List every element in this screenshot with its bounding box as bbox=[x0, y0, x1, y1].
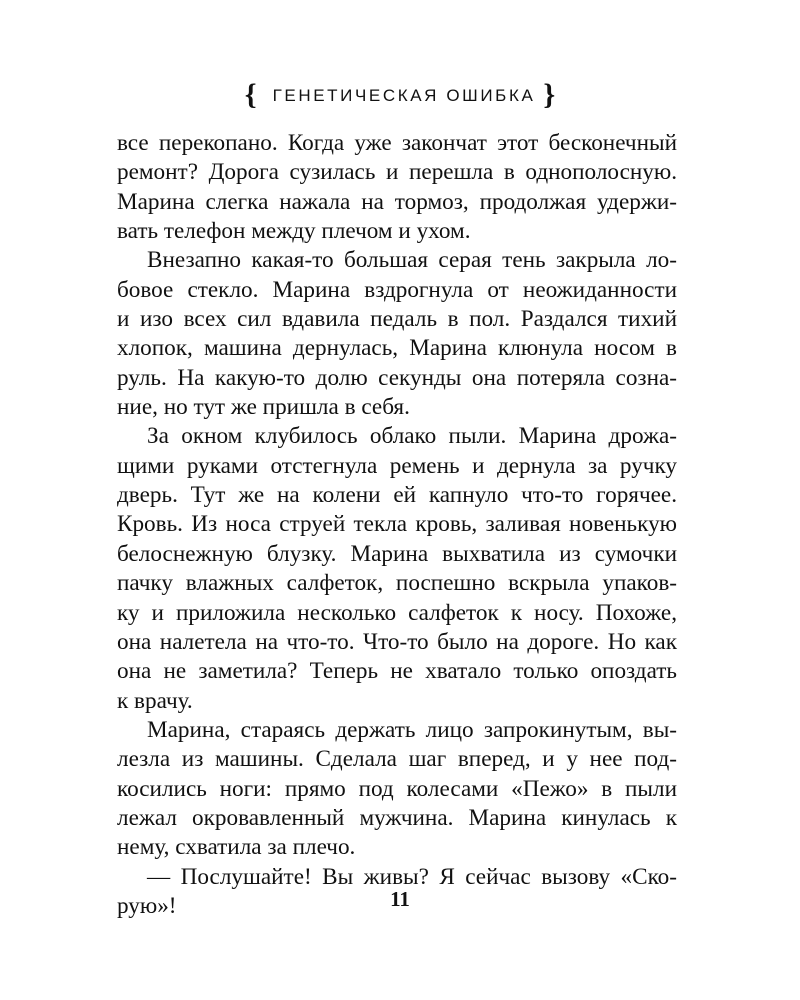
text-line: нему, схватила за плечо. bbox=[117, 834, 356, 861]
text-line: она налетела на что-то. Что-то было на дороге. Но как bbox=[117, 628, 677, 655]
text-line: щими руками отстегнула ремень и дернула за ручку bbox=[117, 452, 677, 479]
text-line: руль. На какую-то долю секунды она потеряла созна- bbox=[117, 364, 677, 391]
text-line: все перекопано. Когда уже закончат этот бесконечный bbox=[117, 130, 677, 156]
paragraph bbox=[117, 246, 677, 422]
text-line: вать телефон между плечом и ухом. bbox=[117, 218, 471, 245]
text-line: Внезапно какая-то большая серая тень закрыла ло- bbox=[147, 247, 677, 274]
text-line: ку и приложила несколько салфеток к носу. Похоже, bbox=[117, 599, 677, 626]
opening-brace: { bbox=[244, 78, 257, 111]
text-line: лежал окровавленный мужчина. Марина кинулась к bbox=[117, 804, 677, 831]
paragraph bbox=[117, 716, 677, 863]
closing-brace: } bbox=[543, 78, 556, 111]
text-line: ние, но тут же пришла в себя. bbox=[117, 394, 410, 421]
paragraph bbox=[117, 422, 677, 715]
text-line: — Послушайте! Вы живы? Я сейчас вызову «Ско- bbox=[147, 863, 677, 890]
text-line: она не заметила? Теперь не хватало только опоздать bbox=[117, 658, 677, 685]
text-line: Марина слегка нажала на тормоз, продолжая удержи- bbox=[117, 188, 677, 215]
text-line: Марина, стараясь держать лицо запрокинутым, вы- bbox=[147, 716, 677, 743]
text-line: бовое стекло. Марина вздрогнула от неожиданности bbox=[117, 276, 677, 303]
text-line: хлопок, машина дернулась, Марина клюнула носом в bbox=[117, 335, 677, 362]
text-line: белоснежную блузку. Марина выхватила из сумочки bbox=[117, 540, 677, 567]
text-line: За окном клубилось облако пыли. Марина дрожа- bbox=[147, 423, 677, 450]
running-head bbox=[0, 80, 800, 111]
text-line: дверь. Тут же на колени ей капнуло что-то горячее. bbox=[117, 482, 677, 509]
paragraph bbox=[117, 129, 677, 246]
page-number: 11 bbox=[390, 887, 410, 911]
body-text bbox=[117, 129, 677, 921]
running-head-title: ГЕНЕТИЧЕСКАЯ ОШИБКА bbox=[272, 86, 536, 105]
text-line: рую»! bbox=[117, 892, 177, 919]
text-line: и изо всех сил вдавила педаль в пол. Раздался тихий bbox=[117, 306, 677, 333]
text-line: лезла из машины. Сделала шаг вперед, и у нее под- bbox=[117, 746, 677, 773]
text-line: ремонт? Дорога сузилась и перешла в однополосную. bbox=[117, 159, 677, 186]
text-line: косились ноги: прямо под колесами «Пежо» в пыли bbox=[117, 775, 677, 802]
text-line: Кровь. Из носа струей текла кровь, заливая новенькую bbox=[117, 511, 677, 538]
text-line: пачку влажных салфеток, поспешно вскрыла упаков- bbox=[117, 570, 677, 597]
text-line: к врачу. bbox=[117, 687, 193, 714]
